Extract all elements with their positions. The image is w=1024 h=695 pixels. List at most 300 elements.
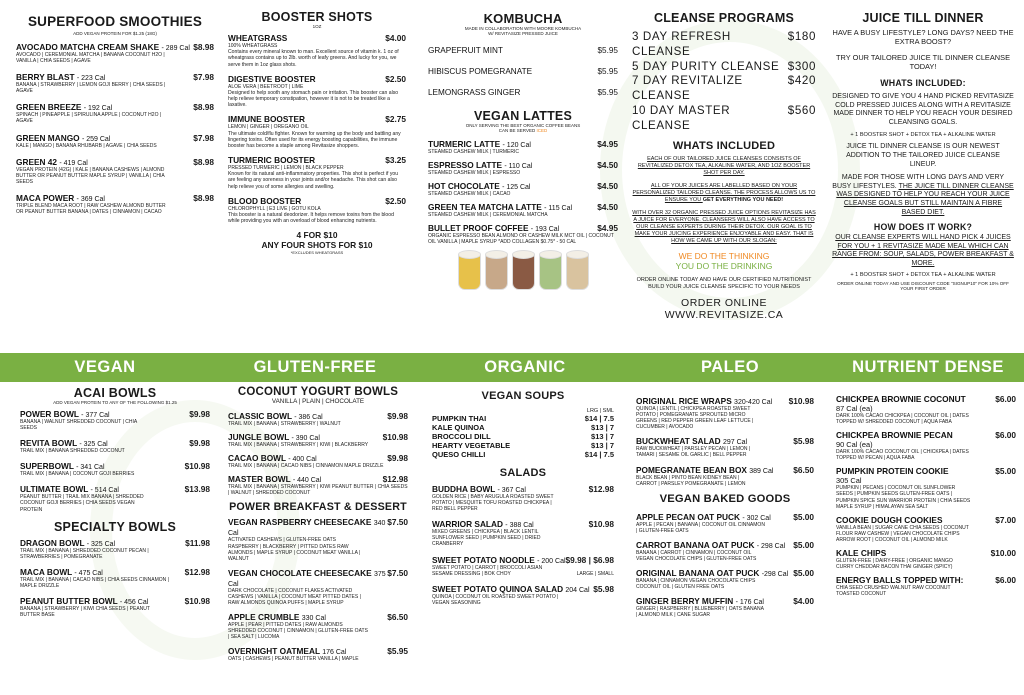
item-name: [16, 193, 105, 203]
slogan-line-2: YOU DO THE DRINKING: [675, 260, 773, 271]
item-price: $5.95: [597, 67, 618, 76]
item-price: $4.50: [597, 160, 618, 171]
item-ingredients: STEAMED CASHEW MILK | ESPRESSO: [428, 170, 521, 177]
menu-item-header: [228, 74, 406, 84]
item-calories: - 298 Cal: [756, 542, 786, 550]
menu-item-header: [636, 396, 814, 406]
menu-item: [228, 568, 408, 606]
menu-item: [636, 396, 814, 430]
item-ingredients: APPLE | PEAR | PITTED DATES | RAW ALMONDS SHREDDED COCONUT | CINNAMON | GLUTEN-FREE OATS | SEA SALT | LUCOMA: [228, 622, 368, 641]
item-name-text: JUNGLE BOWL: [228, 432, 290, 443]
menu-item: [432, 555, 614, 577]
item-calories: 176 Cal: [322, 649, 347, 657]
cleanse-program: [632, 104, 816, 134]
menu-item: [432, 450, 614, 459]
menu-item-header: [432, 441, 614, 450]
item-name: [228, 33, 287, 43]
menu-item: [428, 202, 618, 218]
item-price: $4.50: [597, 181, 618, 192]
item-name: [836, 430, 953, 449]
item-ingredients: LEMON | GINGER | OREGANO OIL: [228, 124, 309, 131]
item-name-text: COOKIE DOUGH COOKIES: [836, 514, 943, 525]
menu-item-header: [228, 612, 408, 622]
item-price: $13 | 7: [591, 441, 614, 450]
smoothies-section: [16, 14, 214, 344]
cleanse-program: [632, 74, 816, 104]
menu-item: [836, 394, 1016, 425]
matcha-latte-cup: [539, 252, 562, 290]
menu-item: [228, 155, 406, 190]
item-name: [16, 157, 88, 167]
nutrient-dense-section: [836, 394, 1016, 692]
item-name-text: GREEN BREEZE: [16, 102, 82, 113]
item-ingredients: RAW BUCKWHEAT | PARSLEY PECAN | LEMON | TAMARI | SESAME OIL GARLIC | BELL PEPPER: [636, 446, 751, 459]
item-name-text: MASTER BOWL: [228, 474, 291, 485]
item-price: $7.00: [995, 514, 1016, 525]
item-name: [432, 519, 534, 529]
menu-item-header: [428, 160, 618, 170]
booster-shots-section: [228, 10, 406, 350]
item-ingredients: TRAIL MIX | BANANA | CACAO NIBS | CINNAMON MAPLE DRIZZLE: [228, 463, 384, 470]
menu-item: [228, 74, 406, 109]
menu-item-header: [228, 411, 408, 421]
menu-item: [16, 42, 214, 64]
item-ingredients: TRAIL MIX | BANANA | CACAO NIBS | CHIA SEEDS CINNAMON | MAPLE DRIZZLE: [20, 576, 169, 589]
menu-item-header: [432, 450, 614, 459]
item-price: $11.98: [185, 537, 210, 548]
cleanse-program-price: $560: [787, 103, 816, 117]
section-title: ACAI BOWLS: [73, 386, 157, 400]
item-name: [836, 466, 948, 485]
item-ingredients: DARK 100% CACAO CHICKPEA | COCONUT OIL | DATES TOPPED W/ SHREDDED COCONUT | AQUA FABA: [836, 413, 969, 426]
kombucha-section: [428, 11, 618, 351]
item-price: $4.95: [597, 223, 618, 234]
menu-item-header: [428, 46, 618, 55]
cleanse-paragraph: EACH OF OUR TAILORED JUICE CLEANSES CONSISTS OF REVITALIZED DETOX TEA, ALKALINE WATER, AND 1OZ BOOSTER SHOT PER DAY.: [637, 155, 811, 176]
yogurt-section: [228, 386, 408, 692]
item-calories: - 325 Cal: [86, 540, 116, 548]
item-name: [636, 465, 773, 475]
item-name-text: LEMONGRASS GINGER: [428, 88, 521, 97]
item-price: $6.00: [995, 575, 1016, 586]
menu-item: [428, 46, 618, 55]
section-subtitle: ADD VEGAN PROTEIN TO ANY OF THE FOLLOWING $1.25: [53, 400, 177, 405]
item-name: [228, 568, 387, 588]
menu-item: [636, 540, 814, 562]
soup-size-header: LRG | SML: [586, 408, 614, 414]
item-price: $9.98 | $6.98: [565, 554, 614, 565]
jtd-paragraph-2: JUICE TIL DINNER CLEANSE IS OUR NEWEST ADDITION TO THE TAILORED JUICE CLEANSE LINEUP.: [846, 143, 1000, 168]
item-name: [636, 396, 772, 406]
menu-item: [432, 484, 614, 512]
item-name-text: ESPRESSO LATTE: [428, 160, 503, 171]
item-name-text: APPLE CRUMBLE: [228, 612, 300, 623]
item-ingredients: APPLE | PECAN | BANANA | COCONUT OIL CINNAMON | GLUTEN-FREE OATS: [636, 521, 765, 534]
item-name-text: REVITA BOWL: [20, 438, 78, 449]
item-description: The ultimate cold/flu fighter. Known for warming up the body and battling any lingering toxins. Often used for its energy boosting capabilities, the immune booster has become a staple among Revitasize shoppers.: [228, 130, 401, 149]
jtd-discount-note: ORDER ONLINE TODAY AND USE DISCOUNT CODE "SIGNUP10" FOR 10% OFF YOUR FIRST ORDER: [837, 280, 1009, 292]
latte-cups-image: [428, 252, 618, 290]
item-price: $5.00: [793, 568, 814, 579]
item-name-text: CACAO BOWL: [228, 453, 286, 464]
menu-item-header: [432, 414, 614, 423]
item-ingredients: DARK 100% CACAO COCONUT OIL | CHICKPEA | DATES TOPPED W/ PECAN | AQUA FABA: [836, 449, 969, 462]
item-price: $6.50: [793, 464, 814, 475]
menu-item-header: [636, 436, 814, 446]
item-price: $5.95: [597, 88, 618, 97]
item-name: [16, 133, 110, 143]
iced-note-text: CAN BE SERVED: [498, 128, 537, 133]
item-calories: - 400 Cal: [288, 456, 317, 464]
menu-item-header: [16, 157, 214, 167]
item-name-text: SWEET POTATO NOODLE: [432, 554, 535, 565]
section-title: CLEANSE PROGRAMS: [653, 11, 795, 25]
item-name-text: ENERGY BALLS TOPPED WITH:: [836, 575, 964, 586]
menu-item-header: [228, 568, 408, 588]
menu-item: [228, 114, 406, 149]
item-name: [228, 612, 326, 622]
section-subtitle: MADE IN COLLABORATION WITH MOORE KOMBUCHA: [464, 26, 582, 31]
item-calories: - 259 Cal: [81, 135, 111, 143]
menu-item: [432, 423, 614, 432]
menu-item-header: [16, 193, 214, 203]
cleanse-paragraph-3: WITH OVER 32 ORGANIC PRESSED JUICE OPTIONS REVITASIZE HAS A JUICE FOR EVERYONE. CLEANSERS WILL ALSO HAVE ACCESS TO OUR CLEANSE EXPERTS DURING THEIR DETOX. OUR GOAL IS TO MAKE YOUR JUICING EXPERIENCE ENJOYABLE AND EASY. THAT IS HOW WE CAME UP WITH OUR SLOGAN:: [632, 209, 816, 244]
item-name: [228, 646, 346, 656]
menu-item-header: [16, 72, 214, 82]
slogan-line-1: WE DO THE THINKING: [678, 250, 770, 261]
item-calories: - 289 Cal: [161, 45, 190, 52]
juice-till-dinner-section: [832, 11, 1014, 351]
item-calories: - 192 Cal: [83, 105, 113, 113]
item-ingredients: STEAMED CASHEW MILK | TURMERIC: [428, 149, 519, 155]
item-calories: - 115 Cal: [544, 205, 573, 213]
cleanse-program-name: 10 DAY MASTER CLEANSE: [632, 103, 731, 132]
item-calories: 340 Cal: [228, 520, 386, 538]
item-ingredients: ALOE VERA | BEETROOT | LIME: [228, 83, 304, 90]
item-name: [20, 409, 110, 419]
menu-item: [20, 538, 210, 560]
item-calories: - 388 Cal: [505, 522, 534, 530]
section-subtitle: 1OZ: [312, 24, 322, 29]
item-price: $9.98: [189, 438, 210, 449]
menu-item: [428, 223, 618, 245]
item-name-text: HOT CHOCOLATE: [428, 181, 500, 192]
item-ingredients: MIXED GREENS | CHICKPEA | BLACK LENTIL SUNFLOWER SEED | PUMPKIN SEED | DRIED CRANBERRY: [432, 529, 541, 548]
item-name-text: BROCCOLI DILL: [432, 432, 491, 441]
jtd-paragraph-3: [832, 174, 1014, 217]
item-name: [636, 596, 764, 606]
menu-item: [228, 33, 406, 68]
menu-item: [636, 596, 814, 618]
menu-item: [428, 88, 618, 97]
item-name: [636, 540, 785, 550]
cleanse-paragraph-2: [632, 183, 816, 204]
item-calories: - 440 Cal: [292, 477, 322, 485]
item-calories: - 475 Cal: [74, 569, 103, 577]
menu-item-header: [636, 465, 814, 475]
menu-item-header: [432, 584, 614, 594]
item-ingredients: PUMPKIN | PECANS | COCONUT OIL SUNFLOWER SEEDS | PUMPKIN SEEDS GLUTEN-FREE OATS | PUMPKIN SPICE SUN WARRIOR PROTEIN | CHIA SEEDS MAPLE SYRUP | HIMALAYAN SEA SALT: [836, 485, 971, 510]
item-name: [20, 461, 105, 471]
section-title: SUPERFOOD SMOOTHIES: [27, 14, 203, 29]
item-ingredients: BANANA | STRAWBERRY | KIWI CHIA SEEDS | PEANUT BUTTER BASE: [20, 606, 150, 619]
item-name-text: GREEN MANGO: [16, 132, 80, 143]
item-name: [432, 441, 510, 450]
cleanse-program: [632, 30, 816, 60]
item-name-text: QUESO CHILLI: [432, 450, 486, 459]
item-price: $5.00: [793, 511, 814, 522]
item-name: [836, 548, 886, 558]
item-name-text: IMMUNE BOOSTER: [228, 114, 305, 125]
item-calories: 204 Cal: [565, 586, 590, 594]
cleanse-paragraph-2-text: ALL OF YOUR JUICES ARE LABELLED BASED ON YOUR PERSONALIZED TAILORED CLEANSE. THE PROCESS ALLOWS US TO ENSURE YOU: [632, 182, 816, 203]
menu-item: [16, 102, 214, 124]
item-price: $14 | 7.5: [584, 450, 614, 459]
item-ingredients: TRAIL MIX | BANANA | STRAWBERRY | KIWI PEANUT BUTTER | CHIA SEEDS | WALNUT | SHREDDED COCONUT: [228, 484, 408, 497]
menu-item-header: [20, 461, 210, 471]
menu-item: [20, 409, 210, 431]
menu-item: [16, 72, 214, 94]
menu-item: [228, 646, 408, 662]
section-title: COCONUT YOGURT BOWLS: [237, 386, 399, 398]
item-name: [20, 567, 103, 577]
item-description: This booster is a natural deodorizer. It helps remove toxins from the blood while providing you with an overload of blood enhancing nutrients.: [228, 211, 394, 225]
item-name-text: PUMPKIN PROTEIN COOKIE: [836, 466, 949, 477]
turmeric-latte-cup: [458, 252, 481, 290]
item-calories: - 386 Cal: [294, 414, 323, 421]
item-ingredients: STEAMED CASHEW MILK | CACAO: [428, 191, 511, 198]
menu-item-header: [228, 646, 408, 656]
item-calories: - 390 Cal: [291, 435, 320, 443]
item-name-text: BUDDHA BOWL: [432, 484, 496, 494]
band-nutrient-dense: NUTRIENT DENSE: [852, 358, 1004, 376]
cleanse-program: [632, 60, 816, 75]
menu-item-header: [428, 67, 618, 76]
cleanse-paragraph-2-bold: GET EVERYTHING YOU NEED!: [702, 196, 784, 203]
item-name-text: AVOCADO MATCHA CREAM SHAKE: [16, 42, 160, 52]
item-price: $8.98: [193, 42, 214, 52]
item-name: [428, 139, 531, 149]
jtd-question: HAVE A BUSY LIFESTYLE? LONG DAYS? NEED THE EXTRA BOOST?: [832, 28, 1014, 46]
menu-item: [428, 67, 618, 76]
item-ingredients: TRAIL MIX | BANANA | COCONUT GOJI BERRIES: [20, 471, 135, 478]
item-name-text: KALE QUINOA: [432, 423, 485, 432]
item-ingredients: CHLOROPHYLL | E3 LIVE | GOTU KOLA: [228, 205, 321, 212]
shots-deal-note: *EXCLUDES WHEATGRASS: [290, 250, 344, 256]
jtd-plus-line: + 1 BOOSTER SHOT + DETOX TEA + ALKALINE WATER: [850, 132, 996, 139]
item-price: $3.25: [385, 155, 406, 166]
item-ingredients: GLUTEN-FREE | DAIRY-FREE | ORGANIC MANGO CURRY CHEDDAR BACON THAI GINGER (SPICY): [836, 558, 953, 571]
menu-item: [836, 548, 1016, 570]
item-calories: - 176 Cal: [735, 599, 764, 607]
item-name-text: WHEATGRASS: [228, 33, 288, 43]
menu-item: [228, 612, 408, 640]
item-name: [432, 450, 485, 459]
menu-item: [228, 432, 408, 448]
item-name: [636, 436, 747, 446]
item-price: $5.95: [597, 46, 618, 55]
category-band: [0, 353, 1024, 382]
item-name: [228, 474, 321, 484]
item-name: [432, 484, 526, 494]
menu-item-header: [228, 432, 408, 442]
item-calories: 330 Cal: [301, 615, 326, 623]
cleanse-program-name: 5 DAY PURITY CLEANSE: [632, 59, 780, 73]
item-name-text: PUMPKIN THAI: [432, 414, 487, 423]
item-calories: 305 Cal: [836, 476, 862, 486]
item-name-text: CARROT BANANA OAT PUCK: [636, 539, 755, 550]
item-calories: - 120 Cal: [502, 142, 531, 149]
menu-item: [432, 441, 614, 450]
iced-note: [428, 128, 618, 133]
jtd-paragraph-3-text: MADE FOR THOSE WITH LONG DAYS AND VERY BUSY LIFESTYLES.: [832, 174, 1005, 190]
section-subtitle-2: W/ REVITASIZE PRESSED JUICE: [488, 31, 558, 36]
menu-item: [836, 515, 1016, 543]
menu-item: [428, 139, 618, 155]
band-organic: ORGANIC: [484, 358, 566, 376]
item-name-text: APPLE PECAN OAT PUCK: [636, 511, 741, 522]
section-subtitle: ADD VEGAN PROTEIN FOR $1.25 (18G): [73, 31, 157, 36]
item-ingredients: STEAMED CASHEW MILK | CEREMONIAL MATCHA: [428, 212, 548, 219]
item-name: [428, 88, 520, 97]
item-name: [228, 453, 317, 463]
menu-item-header: [428, 223, 618, 233]
item-calories: 297 Cal: [722, 439, 748, 447]
item-ingredients: GINGER | RASPBERRY | BLUEBERRY | OATS BANANA | ALMOND MILK | CANE SUGAR: [636, 606, 764, 619]
item-name-text: HEARTY VEGETABLE: [432, 441, 511, 450]
acai-section: [20, 386, 210, 692]
menu-item: [20, 438, 210, 454]
menu-item-header: [432, 423, 614, 432]
item-calories: - 456 Cal: [119, 599, 149, 607]
section-title: SPECIALTY BOWLS: [54, 519, 176, 534]
item-ingredients: OATS | CASHEWS | PEANUT BUTTER VANILLA | MAPLE: [228, 656, 359, 663]
item-price: $5.00: [793, 539, 814, 550]
menu-item-header: [636, 568, 814, 578]
item-name-text: ULTIMATE BOWL: [20, 484, 89, 495]
item-name: [428, 202, 572, 212]
item-ingredients: BANANA | WALNUT SHREDDED COCONUT | CHIA SEEDS: [20, 419, 137, 432]
item-name-text: GREEN 42: [16, 156, 58, 167]
item-name-text: ORIGINAL BANANA OAT PUCK: [636, 568, 760, 579]
item-name: [432, 432, 491, 441]
item-price: $8.98: [193, 192, 214, 203]
item-name-text: PEANUT BUTTER BOWL: [20, 596, 118, 607]
jtd-included-title: WHATS INCLUDED:: [880, 78, 966, 88]
item-name: [20, 438, 108, 448]
item-price: $9.98: [387, 411, 408, 421]
item-name-text: TURMERIC BOOSTER: [228, 155, 316, 166]
menu-item: [16, 133, 214, 149]
item-name-text: DIGESTIVE BOOSTER: [228, 73, 316, 84]
section-title: SALADS: [499, 467, 547, 479]
item-name-text: VEGAN CHOCOLATE CHEESECAKE: [228, 567, 372, 578]
item-price: $7.98: [193, 132, 214, 143]
item-calories: - 514 Cal: [90, 487, 119, 495]
menu-item-header: [20, 484, 210, 494]
item-ingredients: PEANUT BUTTER | TRAIL MIX BANANA | SHREDDED COCONUT GOJI BERRIES | CHIA SEEDS VEGAN PROTEIN: [20, 494, 144, 513]
item-price: $10.98: [382, 432, 408, 443]
item-price: $7.50: [387, 517, 408, 528]
item-price: $8.98: [193, 156, 214, 167]
menu-item-header: [20, 567, 210, 577]
item-ingredients: BLACK BEAN | PINTO BEAN KIDNEY BEAN | CARROT | PARSLEY POMEGRANATE | LEMON: [636, 474, 746, 487]
section-subtitle: VANILLA | PLAIN | CHOCOLATE: [271, 398, 365, 405]
item-price: $10.98: [184, 461, 210, 472]
item-price: $6.00: [995, 430, 1016, 441]
soups-section: [432, 390, 614, 692]
menu-item: [228, 196, 406, 225]
item-name: [836, 575, 963, 585]
item-name-text: POWER BOWL: [20, 409, 79, 419]
item-price: $4.00: [793, 596, 814, 607]
cleanse-program-price: $180: [787, 30, 816, 43]
item-name-text: BUCKWHEAT SALAD: [636, 436, 721, 447]
item-ingredients: GOLDEN RICE | BABY ARUGULA ROASTED SWEET POTATO | MESQUITE TOFU ROASTED CHICKPEA | RED BELL PEPPER: [432, 494, 554, 513]
item-ingredients: PRESSED TURMERIC | LEMON | BLACK PEPPER: [228, 165, 344, 172]
item-name-text: POMEGRANATE BEAN BOX: [636, 464, 747, 475]
cleanse-program-name: 7 DAY REVITALIZE CLEANSE: [632, 74, 743, 103]
menu-item: [16, 157, 214, 185]
item-name-text: GRAPEFRUIT MINT: [428, 46, 503, 55]
item-name: [428, 223, 559, 233]
iced-note-highlight: ICED: [536, 128, 548, 133]
item-name: [428, 160, 532, 170]
item-price: $13 | 7: [591, 423, 614, 432]
item-description: Designed to help sooth any stomach pain or irritation. This booster can also help relieve temporary constipation, however it is not to be treated like a laxative.: [228, 89, 399, 109]
menu-item-header: [20, 538, 210, 548]
jtd-paragraph-4: OUR CLEANSE EXPERTS WILL HAND PICK 4 JUICES FOR YOU + 1 REVITASIZE MADE MEAL WHICH CAN RANGE FROM: SOUP, SALADS, POWER BREAKFAST & MORE.: [832, 234, 1014, 267]
jtd-cta: TRY OUR TAILORED JUICE TIL DINNER CLEANSE TODAY!: [836, 53, 1010, 71]
menu-item-header: [228, 453, 408, 463]
menu-item-header: [228, 517, 408, 537]
item-calories: 375 Cal: [228, 570, 386, 588]
item-price: $5.95: [387, 646, 408, 657]
bulletproof-coffee-cup: [566, 252, 589, 290]
item-calories: 320-420 Cal: [734, 399, 773, 406]
item-name-text: SUPERBOWL: [20, 461, 74, 472]
section-title: JUICE TILL DINNER: [862, 11, 984, 25]
item-price: $13.98: [184, 484, 210, 495]
website-link[interactable]: WWW.REVITASIZE.CA: [664, 308, 784, 321]
menu-item: [228, 453, 408, 469]
menu-item-header: [432, 432, 614, 441]
item-name: [20, 484, 119, 494]
item-ingredients: VEGAN PROTEIN (42G) | KALE | BANANA CASHEWS | ALMOND BUTTER OR PEANUT BUTTER MAPLE SYRUP | VANILLA | CHIA SEEDS: [16, 166, 165, 185]
item-description: Contains every mineral known to man. Excellent source of vitamin k. 1 oz of wheatgrass contains up to 2lb. worth of leafy greens. And lucky for you, we serve them in 1oz glass shots.: [228, 49, 399, 68]
shots-deal: 4 FOR $10: [296, 230, 338, 241]
cleanse-program-price: $420: [787, 74, 816, 88]
item-name: [228, 196, 301, 206]
item-ingredients: TRAIL MIX | BANANA | STRAWBERRY | WALNUT: [228, 421, 341, 427]
item-calories: - 125 Cal: [502, 184, 531, 192]
item-ingredients: SPINACH | PINEAPPLE | SPIRULINA APPLE | COCONUT H2O | AGAVE: [16, 112, 162, 125]
item-ingredients: TRAIL MIX | BANANA | STRAWBERRY | KIWI | BLACKBERRY: [228, 442, 369, 449]
menu-item-header: [836, 466, 1016, 485]
menu-item: [636, 512, 814, 534]
menu-item-header: [428, 202, 618, 212]
item-name: [428, 181, 530, 191]
section-title: VEGAN BAKED GOODS: [659, 492, 791, 505]
item-name: [20, 596, 148, 606]
item-ingredients: 100% WHEATGRASS: [228, 43, 278, 49]
item-calories: -298 Cal: [761, 571, 789, 579]
jtd-paragraph: DESIGNED TO GIVE YOU 4 HAND PICKED REVITASIZE COLD PRESSED JUICES ALONG WITH A REVITASIZE MADE DINNER TO HELP YOU REACH YOUR DESIRED CLEANSING GOALS.: [832, 93, 1014, 126]
item-price: $12.98: [184, 566, 210, 577]
cleanse-paragraph-4: ORDER ONLINE TODAY AND HAVE OUR CERTIFIED NUTRITIONIST BUILD YOUR JUICE CLEANSE SPECIFIC TO YOUR NEEDS: [636, 276, 812, 290]
item-price: $10.98: [184, 596, 210, 607]
item-name-text: WARRIOR SALAD: [432, 519, 503, 530]
